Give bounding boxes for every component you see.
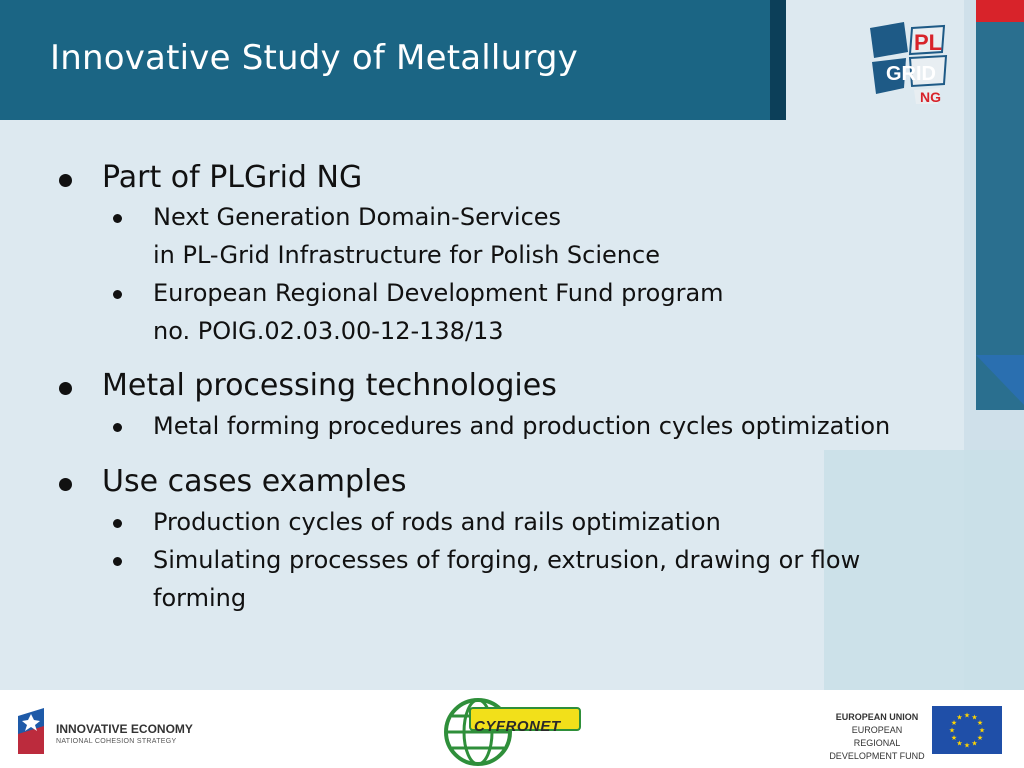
eu-star-icon: ★	[948, 726, 956, 735]
eu-star-icon: ★	[976, 734, 984, 742]
eu-star-icon: ★	[978, 726, 986, 735]
innovative-economy-subtitle: NATIONAL COHESION STRATEGY	[56, 738, 177, 745]
cyfronet-logo-text: CYFRONET	[474, 718, 561, 735]
eu-line-2: EUROPEAN REGIONAL	[851, 725, 903, 748]
sub-bullet-icon	[113, 214, 122, 223]
section-heading: Part of PLGrid NG	[102, 160, 363, 195]
eu-flag-icon	[932, 706, 1002, 754]
eu-star-icon: ★	[950, 719, 958, 727]
list-item: European Regional Development Fund program	[153, 279, 724, 307]
innovative-economy-title: INNOVATIVE ECONOMY	[56, 722, 193, 736]
bullet-icon	[59, 478, 72, 491]
list-item-continued: forming	[153, 584, 247, 612]
eu-line-3: DEVELOPMENT FUND	[829, 751, 925, 761]
plgrid-logo-grid: GRID	[886, 63, 936, 85]
eu-logo-text	[828, 711, 926, 763]
eu-star-icon: ★	[956, 713, 963, 722]
sub-bullet-icon	[113, 557, 122, 566]
slide-title: Innovative Study of Metallurgy	[50, 38, 579, 78]
eu-star-icon: ★	[950, 734, 958, 742]
sub-bullet-icon	[113, 290, 122, 299]
list-item: Production cycles of rods and rails optimization	[153, 508, 721, 536]
eu-star-icon: ★	[971, 739, 978, 748]
eu-stars	[932, 706, 1002, 754]
eu-star-icon: ★	[971, 713, 978, 722]
list-item: Metal forming procedures and production cycles optimization	[153, 412, 891, 440]
eu-line-1: EUROPEAN UNION	[835, 712, 919, 722]
list-item: Next Generation Domain-Services	[153, 203, 562, 231]
bullet-icon	[59, 174, 72, 187]
eu-star-icon: ★	[963, 741, 971, 750]
section-heading: Use cases examples	[102, 464, 407, 499]
eu-star-icon: ★	[956, 739, 963, 748]
plgrid-logo-ng: NG	[920, 89, 941, 105]
plgrid-logo-pl: PL	[914, 30, 943, 55]
eu-star-icon: ★	[976, 719, 984, 727]
footer-logos	[0, 690, 1024, 768]
eu-star-icon: ★	[963, 711, 971, 720]
sub-bullet-icon	[113, 423, 122, 432]
list-item: Simulating processes of forging, extrusion, drawing or flow	[153, 546, 861, 574]
list-item-continued: in PL-Grid Infrastructure for Polish Science	[153, 241, 660, 269]
sub-bullet-icon	[113, 519, 122, 528]
list-item-continued: no. POIG.02.03.00-12-138/13	[153, 317, 504, 345]
bullet-icon	[59, 382, 72, 395]
innovative-economy-logo-icon	[14, 706, 48, 756]
section-heading: Metal processing technologies	[102, 368, 557, 403]
